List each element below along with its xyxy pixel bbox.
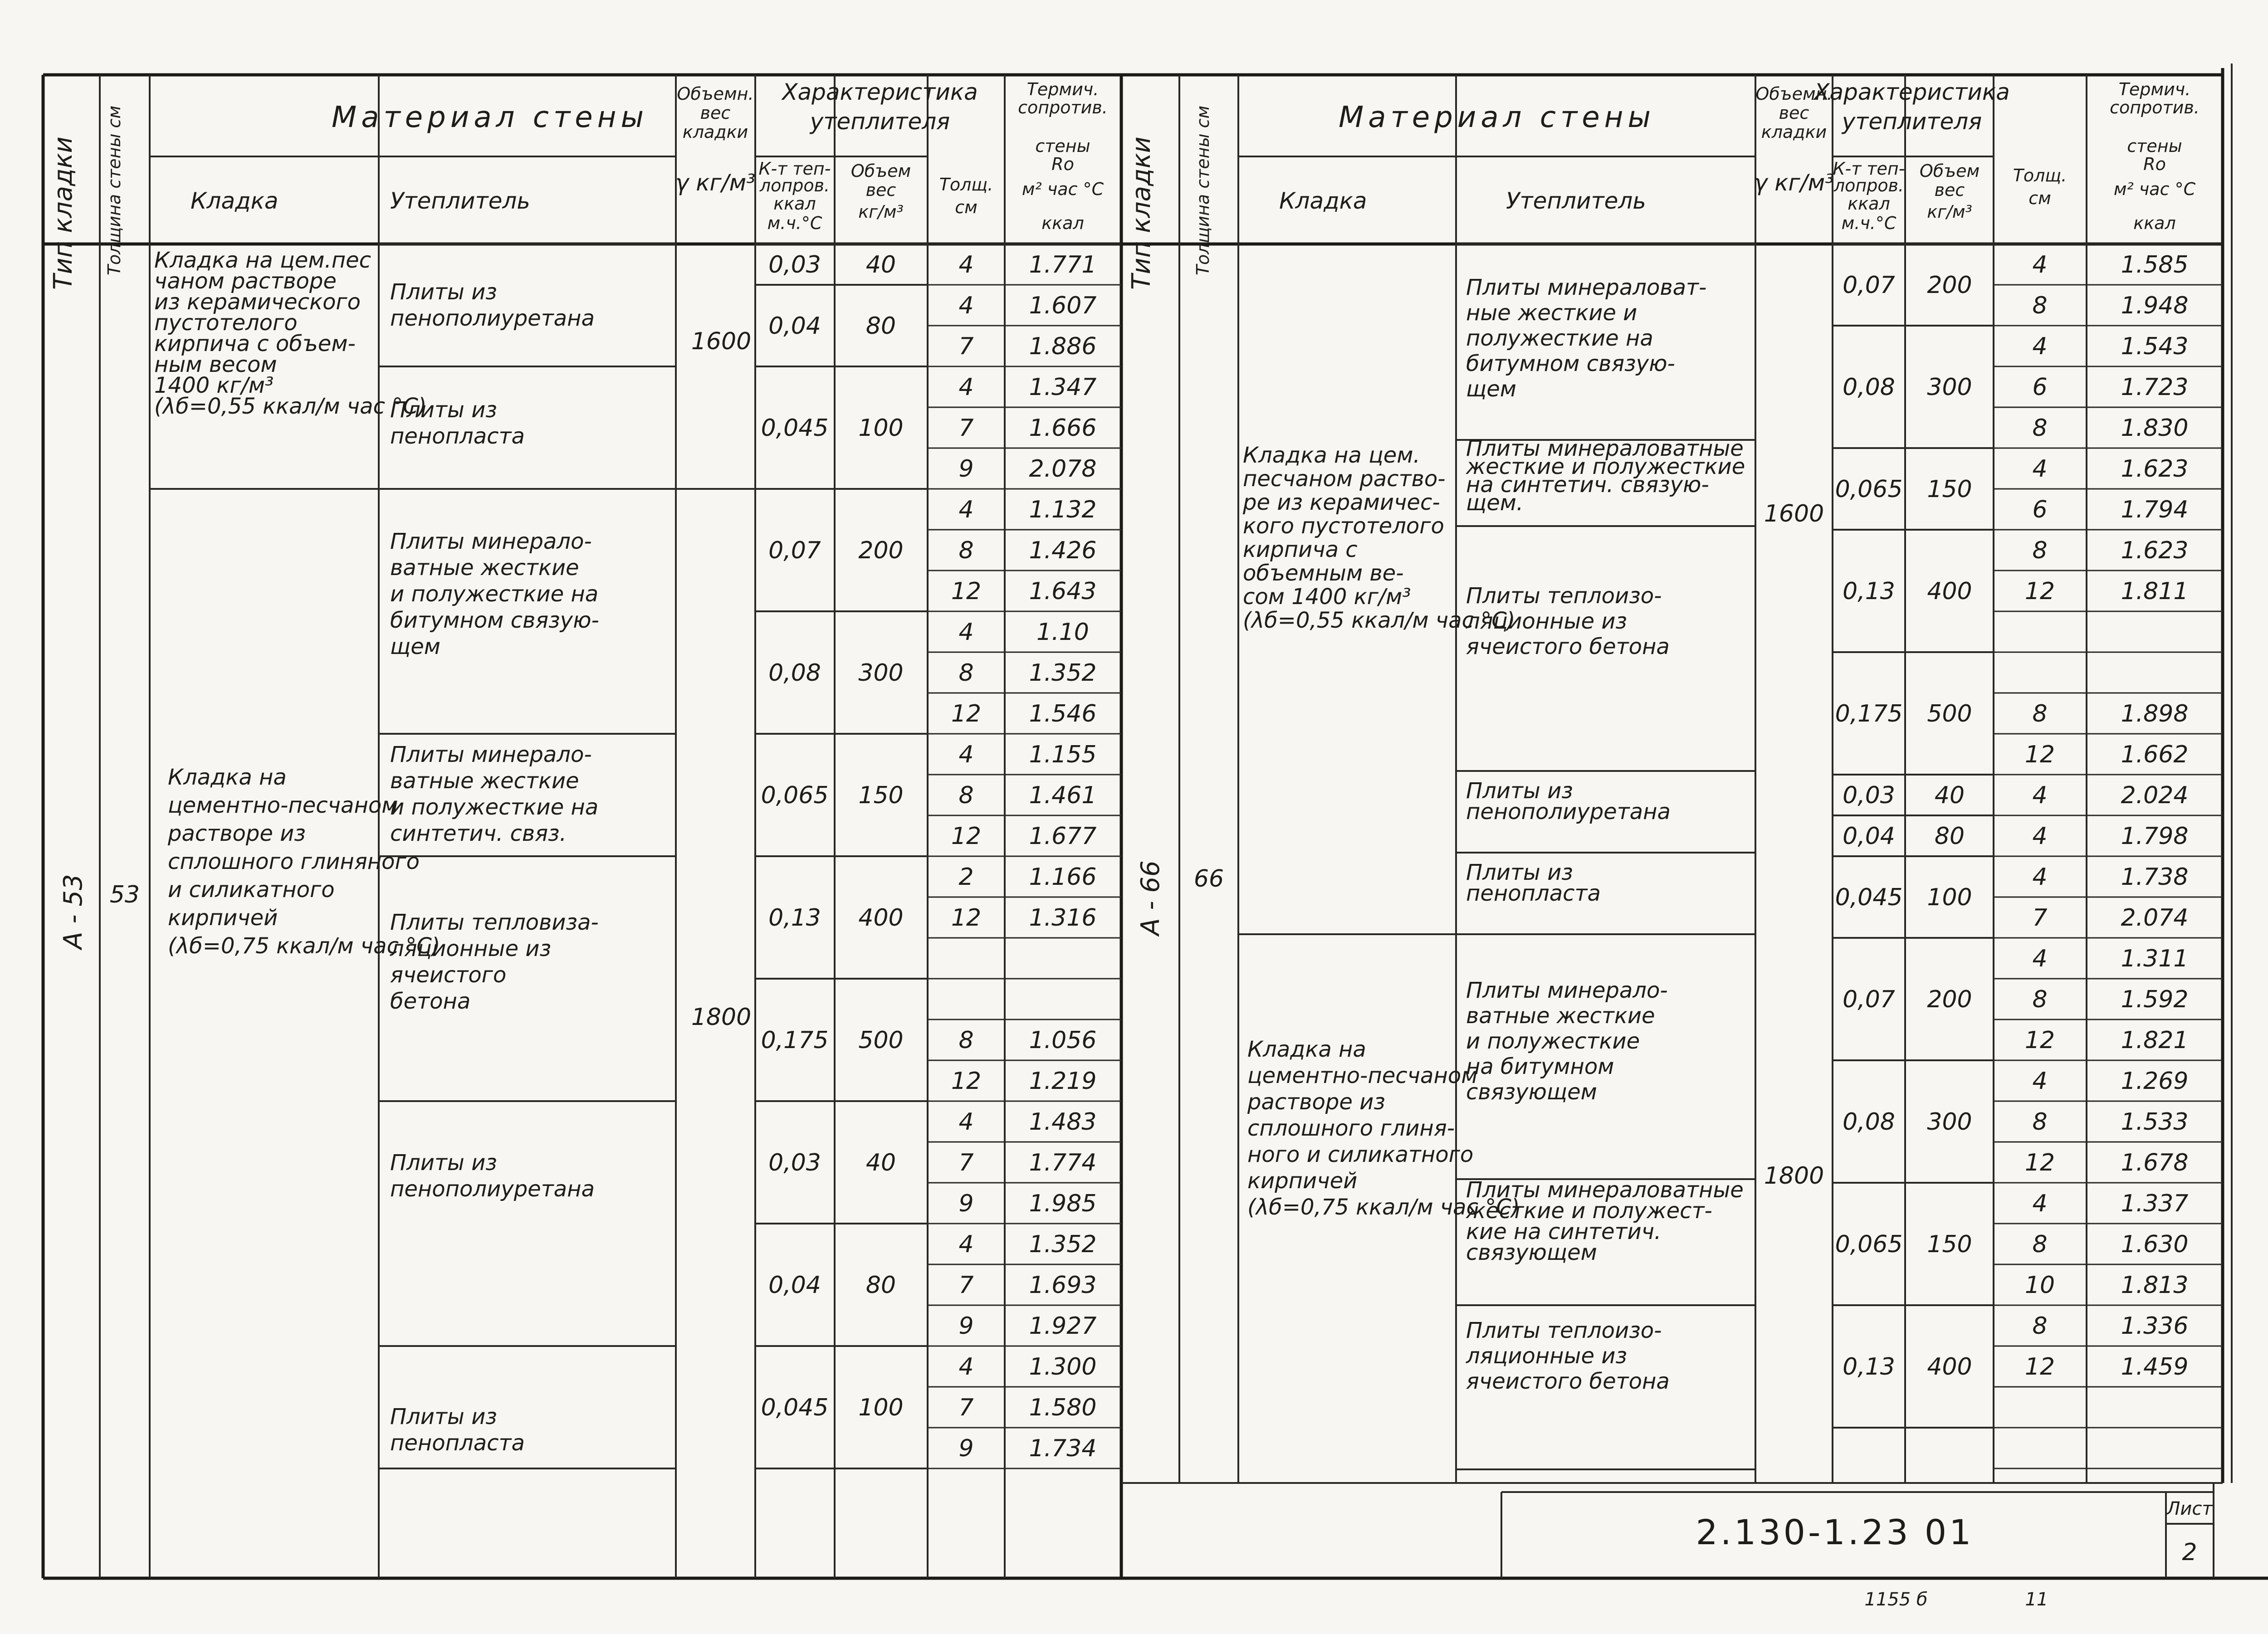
coef-header: К-т теп- [758,159,831,179]
insulation-description: Плиты минерало- [390,742,592,767]
insulation-description: ячеистого бетона [1466,634,1670,659]
thickness-value: 4 [2032,1068,2048,1095]
footer-number: 1155 б [1864,1589,1928,1610]
masonry-description: (λб=0,55 ккал/м час °С) [1243,608,1515,633]
thickness-value: 4 [958,741,974,768]
thickness-value: 7 [958,1394,974,1421]
density-value: 500 [1927,700,1972,727]
insulation-description: ватные жесткие [390,555,579,580]
conductivity-value: 0,065 [1835,476,1903,503]
thickness-value: 4 [958,374,974,401]
thickness-value: 2 [958,863,974,891]
masonry-description: объемным ве- [1243,561,1404,586]
res-header: Термич. [1026,79,1099,99]
density-header: Объем [850,161,911,181]
masonry-description: ным весом [154,352,277,377]
thickness-value: 8 [2032,415,2048,442]
res-header: Ro [1051,154,1074,174]
char-header: Характеристика [782,79,978,105]
insulation-description: жесткие и полужест- [1466,1198,1712,1224]
conductivity-value: 0,08 [1843,374,1895,401]
insulation-description: Плиты из [390,1150,497,1176]
insulation-description: связующем [1466,1240,1597,1265]
conductivity-value: 0,08 [1843,1108,1895,1136]
density-value: 80 [1934,823,1965,850]
thickness-value: 7 [958,333,974,360]
insulation-header: Утеплитель [1506,188,1646,214]
insulation-description: щем. [1466,490,1524,516]
masonry-description: кирпича с [1243,537,1358,562]
insulation-description: Плиты минераловат- [1466,275,1707,300]
weight-header: кладки [1761,122,1827,142]
sheet-number: 2 [2182,1539,2197,1566]
resistance-value: 1.311 [2121,945,2189,972]
thickness-value: 8 [2032,1108,2048,1136]
thickness-value: 8 [958,1027,974,1054]
density-value: 500 [858,1027,904,1054]
coef-header: ккал [773,194,816,214]
thickness-value: 9 [958,1190,974,1217]
density-value: 40 [865,251,896,278]
material-header: Материал стены [1339,101,1655,134]
resistance-value: 1.623 [2121,455,2189,483]
insulation-description: ячеистого [390,962,507,988]
resistance-value: 1.677 [1029,823,1097,850]
conductivity-value: 0,04 [768,1272,821,1299]
density-value: 400 [858,904,904,932]
thickness-value: 9 [958,1312,974,1340]
insulation-description: и полужесткие на [390,581,599,607]
coef-header: м.ч.°С [1841,213,1897,233]
masonry-description: цементно-песчаном [168,793,398,818]
thickness-value: 8 [2032,700,2048,727]
resistance-value: 1.483 [1029,1108,1097,1136]
conductivity-value: 0,03 [768,1149,821,1176]
resistance-value: 1.155 [1029,741,1097,768]
masonry-description: Кладка на [168,765,287,790]
insulation-description: пенопласта [390,1430,525,1456]
insulation-description: синтетич. связ. [390,821,567,846]
resistance-value: 1.678 [2121,1149,2189,1176]
resistance-value: 1.623 [2121,537,2189,564]
thickness-value: 4 [2032,782,2048,809]
masonry-header: Кладка [1279,188,1367,214]
thickness-header: Толщина стены см [104,105,124,276]
resistance-value: 1.592 [2121,986,2189,1013]
conductivity-value: 0,045 [761,415,829,442]
resistance-value: 1.347 [1029,374,1097,401]
thickness-value: 4 [2032,333,2048,360]
masonry-description: чаном растворе [154,268,337,294]
res-header: стены [2127,136,2182,156]
density-value: 200 [858,537,904,564]
conductivity-value: 0,08 [768,659,821,687]
resistance-value: 1.811 [2121,578,2189,605]
conductivity-value: 0,03 [768,251,821,278]
resistance-value: 1.219 [1029,1068,1097,1095]
resistance-value: 1.693 [1029,1272,1097,1299]
thickness-value: 4 [958,1353,974,1380]
thickness-value: 12 [2024,1027,2055,1054]
masonry-description: Кладка на цем.пес [154,248,371,273]
masonry-description: кого пустотелого [1243,513,1444,539]
thickness-value: 8 [2032,292,2048,319]
masonry-description: сплошного глиня- [1247,1116,1455,1141]
resistance-value: 1.336 [2121,1312,2189,1340]
res-header: Ro [2143,154,2166,174]
resistance-value: 1.580 [1029,1394,1097,1421]
thickness-value: 4 [958,1231,974,1258]
sheet-label: Лист [2166,1498,2213,1519]
resistance-value: 1.585 [2121,251,2189,278]
insulation-description: ватные жесткие [390,768,579,794]
masonry-description: (λб=0,75 ккал/м час °С) [1247,1195,1520,1220]
thickness-value: 8 [2032,1312,2048,1340]
conductivity-value: 0,07 [768,537,821,564]
insulation-description: Плиты из [390,279,497,305]
resistance-value: 1.927 [1029,1312,1097,1340]
insulation-header: Утеплитель [390,188,530,214]
insulation-description: ляционные из [1466,1343,1627,1369]
masonry-description: Кладка на [1247,1037,1366,1062]
density-header: вес [1934,180,1965,200]
thickness-value: 9 [958,1435,974,1462]
weight-unit: γ кг/м³ [675,170,756,196]
masonry-description: растворе из [168,821,306,846]
density-header: кг/м³ [858,202,904,222]
density-value: 100 [858,415,904,442]
coef-header: ккал [1848,194,1890,214]
masonry-weight: 1800 [691,1004,752,1031]
insulation-description: пенопласта [1466,881,1601,906]
wall-type-a53: А - 53 [59,874,88,949]
conductivity-value: 0,175 [1835,700,1903,727]
conductivity-value: 0,13 [1843,1353,1895,1380]
density-value: 100 [1927,884,1972,911]
masonry-description: кирпича с объем- [154,331,356,356]
resistance-value: 1.734 [1029,1435,1097,1462]
resistance-value: 1.543 [2121,333,2189,360]
insulation-description: Плиты из [390,1404,497,1429]
thickness-value: 4 [958,1108,974,1136]
resistance-value: 1.662 [2121,741,2189,768]
insulation-description: полужесткие на [1466,326,1653,351]
weight-header: Объемн. [1755,84,1833,104]
masonry-description: растворе из [1247,1089,1385,1115]
conductivity-value: 0,13 [768,904,821,932]
insulation-description: Плиты минерало- [1466,978,1668,1003]
resistance-value: 1.426 [1029,537,1097,564]
insulation-description: пенополиуретана [390,306,595,331]
char-header: утеплителя [1842,108,1982,135]
thickness-value: 8 [2032,986,2048,1013]
tol-header: Толщ. [939,175,993,195]
resistance-value: 1.821 [2121,1027,2189,1054]
thickness-value: 8 [2032,537,2048,564]
insulation-description: битумном связую- [1466,351,1675,376]
resistance-value: 1.300 [1029,1353,1097,1380]
density-value: 80 [865,312,896,340]
res-header: Термич. [2118,79,2191,99]
insulation-description: ляционные из [1466,609,1627,634]
density-value: 100 [858,1394,904,1421]
resistance-value: 1.269 [2121,1068,2189,1095]
insulation-description: ячеистого бетона [1466,1369,1670,1394]
insulation-description: жесткие и полужесткие [1466,454,1745,479]
weight-unit: γ кг/м³ [1754,170,1834,196]
density-value: 300 [858,659,904,687]
conductivity-value: 0,065 [1835,1231,1903,1258]
thickness-value: 7 [958,1272,974,1299]
density-value: 150 [858,782,904,809]
thickness-value: 12 [951,904,982,932]
insulation-description: Плиты из [390,397,497,423]
resistance-value: 1.337 [2121,1190,2189,1217]
thickness-value: 4 [2032,945,2048,972]
res-header: ккал [2133,213,2176,233]
insulation-description: битумном связую- [390,608,599,633]
resistance-value: 1.546 [1029,700,1097,727]
resistance-value: 1.886 [1029,333,1097,360]
insulation-description: Плиты минераловатные [1466,436,1744,461]
insulation-description: Плиты минерало- [390,529,592,554]
masonry-description: пустотелого [154,310,298,336]
thickness-value: 4 [2032,823,2048,850]
thickness-value: 4 [2032,1190,2048,1217]
masonry-description: сом 1400 кг/м³ [1243,584,1411,610]
res-header: ккал [1041,213,1084,233]
masonry-weight: 1600 [1764,500,1824,527]
density-value: 200 [1927,986,1972,1013]
weight-header: Объемн. [677,84,754,104]
masonry-description: цементно-песчаном [1247,1063,1478,1088]
thickness-value: 4 [958,251,974,278]
masonry-description: 1400 кг/м³ [154,373,274,398]
thickness-value: 4 [958,292,974,319]
thickness-value: 6 [2032,374,2048,401]
thickness-value: 4 [958,496,974,523]
thickness-value: 4 [958,619,974,646]
insulation-description: пенополиуретана [390,1176,595,1202]
density-header: Объем [1919,161,1980,181]
insulation-description: ные жесткие и [1466,300,1637,326]
char-header: Характеристика [1814,79,2010,105]
thickness-value: 12 [2024,578,2055,605]
resistance-value: 1.461 [1029,782,1097,809]
thickness-value: 4 [2032,863,2048,891]
masonry-description: кирпичей [1247,1168,1358,1194]
coef-header: К-т теп- [1833,159,1905,179]
insulation-description: связующем [1466,1079,1597,1105]
insulation-description: ляционные из [390,936,551,961]
masonry-description: (λб=0,55 ккал/м час °С) [154,394,427,419]
resistance-value: 1.794 [2121,496,2189,523]
resistance-value: 2.078 [1029,455,1097,483]
resistance-value: 1.056 [1029,1027,1097,1054]
resistance-value: 1.985 [1029,1190,1097,1217]
thickness-value: 4 [2032,251,2048,278]
insulation-description: и полужесткие [1466,1029,1640,1054]
masonry-weight: 1600 [691,328,752,355]
resistance-value: 1.166 [1029,863,1097,891]
type-header: Тип кладки [1127,137,1156,290]
masonry-description: ре из керамичес- [1243,490,1440,515]
insulation-description: и полужесткие на [390,795,599,820]
thickness-value: 12 [951,1068,982,1095]
res-header: м² час °С [1022,179,1104,199]
char-header: утеплителя [810,108,950,135]
res-header: стены [1035,136,1090,156]
density-value: 300 [1927,1108,1972,1136]
document-code: 2.130-1.23 01 [1696,1512,1974,1552]
resistance-value: 1.774 [1029,1149,1097,1176]
resistance-value: 1.459 [2121,1353,2189,1380]
thickness-value: 10 [2024,1272,2055,1299]
resistance-value: 1.738 [2121,863,2189,891]
density-header: кг/м³ [1927,202,1972,222]
masonry-description: и силикатного [168,877,335,902]
weight-header: кладки [682,122,748,142]
coef-header: м.ч.°С [767,213,822,233]
density-value: 150 [1927,476,1972,503]
footer-mark: 11 [2025,1589,2048,1610]
weight-header: вес [700,103,731,123]
wall-thickness-66: 66 [1193,865,1224,893]
res-header: м² час °С [2113,179,2196,199]
density-value: 40 [1934,782,1965,809]
density-value: 40 [865,1149,896,1176]
thickness-value: 12 [2024,741,2055,768]
thickness-value: 6 [2032,496,2048,523]
resistance-value: 1.533 [2121,1108,2189,1136]
insulation-description: Плиты тепловиза- [390,910,599,935]
resistance-value: 1.830 [2121,415,2189,442]
conductivity-value: 0,03 [1843,782,1895,809]
masonry-description: кирпичей [168,905,278,931]
insulation-description: ватные жесткие [1466,1003,1655,1029]
wall-type-a66: А - 66 [1136,860,1165,936]
thickness-value: 12 [951,823,982,850]
res-header: сопротив. [1018,98,1108,117]
resistance-value: 2.024 [2121,782,2189,809]
resistance-value: 1.898 [2121,700,2189,727]
conductivity-value: 0,065 [761,782,829,809]
thickness-value: 12 [2024,1353,2055,1380]
conductivity-value: 0,045 [1835,884,1903,911]
conductivity-value: 0,175 [761,1027,829,1054]
resistance-value: 1.630 [2121,1231,2189,1258]
insulation-description: Плиты теплоизо- [1466,583,1662,609]
insulation-description: Плиты теплоизо- [1466,1318,1662,1343]
thickness-value: 7 [958,415,974,442]
tol-header: см [955,197,978,217]
thickness-value: 7 [2032,904,2048,932]
conductivity-value: 0,07 [1843,986,1895,1013]
tol-header: см [2028,188,2051,208]
thickness-value: 4 [2032,455,2048,483]
insulation-description: пенополиуретана [1466,799,1671,824]
conductivity-value: 0,04 [1843,823,1895,850]
resistance-value: 1.352 [1029,1231,1097,1258]
resistance-value: 1.723 [2121,374,2189,401]
density-value: 80 [865,1272,896,1299]
resistance-value: 1.10 [1036,619,1089,646]
density-value: 200 [1927,272,1972,299]
insulation-description: Плиты из [1466,778,1573,804]
masonry-weight: 1800 [1764,1162,1824,1190]
resistance-value: 1.771 [1029,251,1097,278]
masonry-description: Кладка на цем. [1243,443,1420,468]
masonry-description: (λб=0,75 ккал/м час °С) [168,933,440,959]
insulation-description: кие на синтетич. [1466,1219,1662,1244]
thickness-header: Толщина стены см [1193,105,1213,276]
insulation-description: Плиты из [1466,860,1573,885]
masonry-description: сплошного глиняного [168,849,420,874]
density-value: 150 [1927,1231,1972,1258]
insulation-description: Плиты минераловатные [1466,1177,1744,1203]
conductivity-value: 0,13 [1843,578,1895,605]
density-value: 400 [1927,578,1972,605]
density-value: 300 [1927,374,1972,401]
thickness-value: 8 [958,659,974,687]
thickness-value: 8 [2032,1231,2048,1258]
wall-thickness-53: 53 [109,881,140,908]
tol-header: Толщ. [2013,166,2067,185]
resistance-value: 2.074 [2121,904,2189,932]
resistance-value: 1.607 [1029,292,1097,319]
masonry-description: ного и силикатного [1247,1142,1474,1167]
thickness-value: 9 [958,455,974,483]
thickness-value: 7 [958,1149,974,1176]
masonry-description: песчаном раство- [1243,466,1446,492]
resistance-value: 1.813 [2121,1272,2189,1299]
resistance-value: 1.643 [1029,578,1097,605]
insulation-description: на битумном [1466,1054,1614,1079]
insulation-description: на синтетич. связую- [1466,472,1709,498]
resistance-value: 1.352 [1029,659,1097,687]
resistance-value: 1.948 [2121,292,2189,319]
resistance-value: 1.798 [2121,823,2189,850]
resistance-value: 1.666 [1029,415,1097,442]
type-header: Тип кладки [49,137,78,290]
conductivity-value: 0,045 [761,1394,829,1421]
coef-header: лопров. [1833,176,1904,195]
insulation-description: щем [1466,376,1516,402]
masonry-header: Кладка [191,188,279,214]
thickness-value: 12 [951,578,982,605]
insulation-description: бетона [390,989,471,1014]
conductivity-value: 0,04 [768,312,821,340]
thickness-value: 12 [2024,1149,2055,1176]
density-value: 400 [1927,1353,1972,1380]
coef-header: лопров. [759,176,830,195]
material-header: Материал стены [332,101,648,134]
thickness-value: 12 [951,700,982,727]
thickness-value: 8 [958,537,974,564]
thickness-value: 8 [958,782,974,809]
conductivity-value: 0,07 [1843,272,1895,299]
density-header: вес [865,180,896,200]
weight-header: вес [1779,103,1809,123]
resistance-value: 1.316 [1029,904,1097,932]
res-header: сопротив. [2110,98,2200,117]
masonry-description: из керамического [154,289,361,315]
insulation-description: щем [390,634,440,659]
resistance-value: 1.132 [1029,496,1097,523]
insulation-description: пенопласта [390,424,525,449]
